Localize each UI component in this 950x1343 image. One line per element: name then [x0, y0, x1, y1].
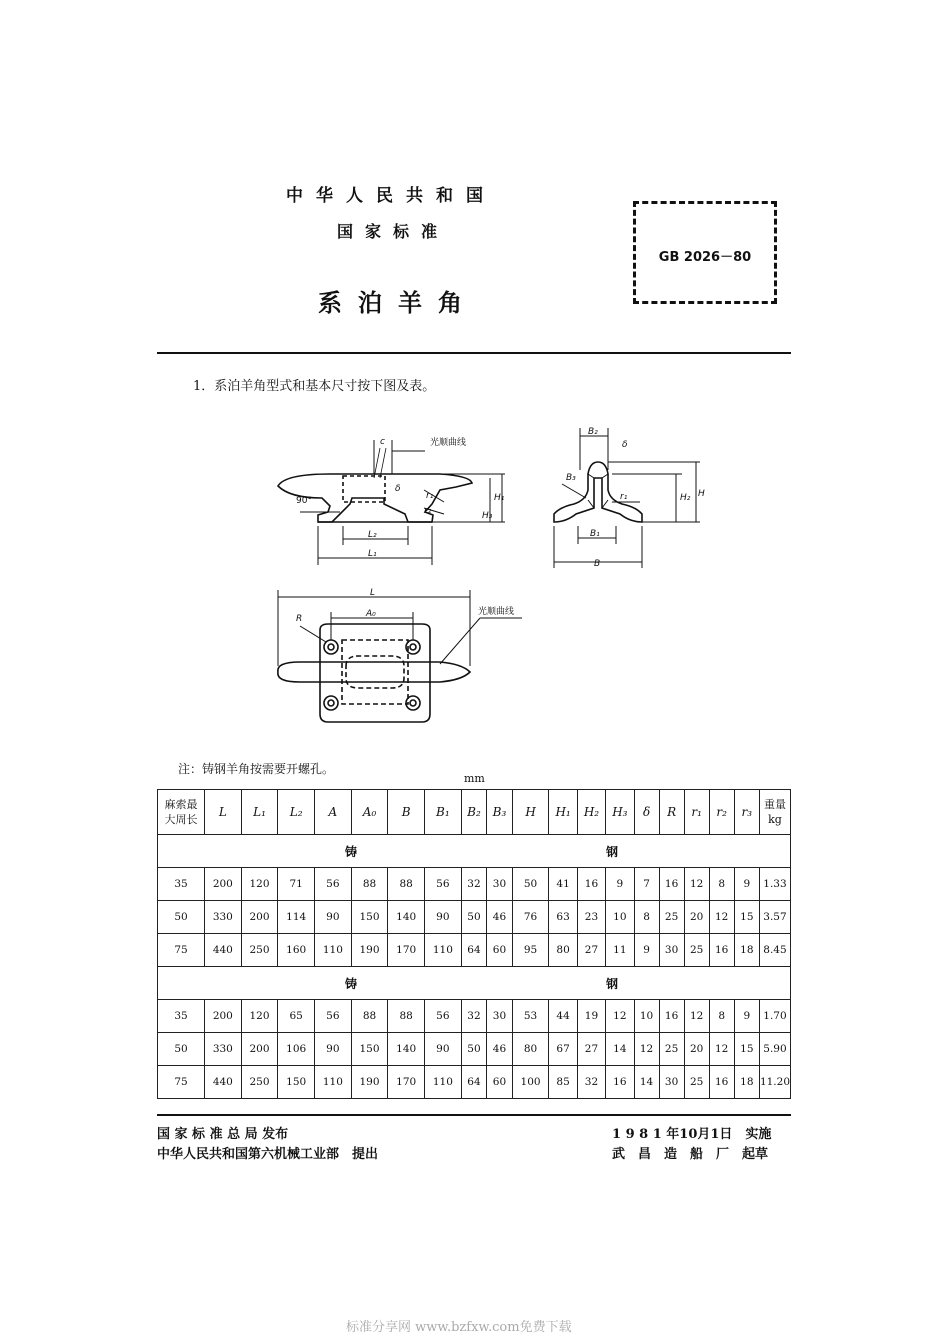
table-cell: 32 [461, 1000, 487, 1033]
material-label-left: 铸 [345, 845, 358, 859]
table-cell: 30 [487, 1000, 513, 1033]
header-col: H₃ [606, 790, 634, 835]
table-body [158, 835, 791, 1099]
table-cell: 9 [634, 934, 659, 967]
header-rope-girth: 麻索最 大周长 [158, 790, 205, 835]
table-row [158, 1033, 791, 1066]
table-cell: 20 [684, 1033, 709, 1066]
table-cell: 150 [278, 1066, 315, 1099]
table-cell: 12 [684, 1000, 709, 1033]
table-cell: 56 [315, 868, 352, 901]
table-cell: 50 [158, 1033, 205, 1066]
table-cell: 140 [388, 1033, 425, 1066]
table-cell: 80 [549, 934, 577, 967]
table-cell: 114 [278, 901, 315, 934]
label-h: H [698, 489, 705, 499]
figure-labels [296, 427, 705, 624]
table-cell: 85 [549, 1066, 577, 1099]
table-cell: 65 [278, 1000, 315, 1033]
header-col: B [388, 790, 425, 835]
table-cell: 16 [659, 1000, 684, 1033]
table-cell: 110 [315, 934, 352, 967]
label-b3: B₃ [566, 473, 576, 483]
table-cell: 71 [278, 868, 315, 901]
table-cell: 10 [634, 1000, 659, 1033]
table-cell: 8 [709, 1000, 734, 1033]
label-r1-section: r₁ [620, 492, 628, 502]
table-cell: 16 [709, 934, 734, 967]
table-cell: 32 [577, 1066, 605, 1099]
table-cell: 12 [606, 1000, 634, 1033]
table-cell: 76 [512, 901, 549, 934]
table-cell: 150 [351, 901, 388, 934]
table-cell: 440 [205, 934, 242, 967]
header-col: A [315, 790, 352, 835]
table-cell: 200 [241, 1033, 278, 1066]
table-cell: 160 [278, 934, 315, 967]
header-col: R [659, 790, 684, 835]
table-cell: 100 [512, 1066, 549, 1099]
table-cell: 35 [158, 1000, 205, 1033]
section-material-label [158, 835, 791, 868]
table-cell: 14 [634, 1066, 659, 1099]
table-row [158, 868, 791, 901]
header-col: A₀ [351, 790, 388, 835]
label-l: L [370, 588, 376, 598]
table-cell: 16 [709, 1066, 734, 1099]
footer-proposer: 中华人民共和国第六机械工业部 提出 [157, 1147, 379, 1162]
table-cell: 67 [549, 1033, 577, 1066]
table-cell: 1.70 [759, 1000, 790, 1033]
table-cell: 106 [278, 1033, 315, 1066]
table-cell: 64 [461, 1066, 487, 1099]
label-l2: L₂ [368, 530, 377, 540]
header-col: L [205, 790, 242, 835]
table-cell: 60 [487, 1066, 513, 1099]
material-label-right: 钢 [606, 977, 619, 991]
watermark: 标准分享网 www.bzfxw.com免费下载 [346, 1320, 572, 1335]
header-col: B₁ [425, 790, 462, 835]
header-weight: 重量 kg [759, 790, 790, 835]
country-heading: 中华人民共和国 [286, 186, 496, 206]
table-cell: 12 [709, 901, 734, 934]
header-col: δ [634, 790, 659, 835]
table-cell: 8 [634, 901, 659, 934]
table-cell: 35 [158, 868, 205, 901]
table-cell: 30 [659, 934, 684, 967]
label-angle: 90° [296, 496, 312, 506]
table-cell: 46 [487, 1033, 513, 1066]
label-h2: H₂ [680, 493, 691, 503]
table-cell: 19 [577, 1000, 605, 1033]
table-cell: 12 [709, 1033, 734, 1066]
side-view [278, 440, 505, 565]
material-label-left: 铸 [345, 977, 358, 991]
header-col: H [512, 790, 549, 835]
table-cell: 3.57 [759, 901, 790, 934]
table-cell: 9 [606, 868, 634, 901]
page-title: 系泊羊角 [318, 289, 478, 317]
table-cell: 5.90 [759, 1033, 790, 1066]
table-cell: 56 [425, 1000, 462, 1033]
table-cell: 88 [388, 1000, 425, 1033]
table-cell: 16 [659, 868, 684, 901]
label-delta: δ [395, 484, 401, 494]
table-cell: 8 [709, 868, 734, 901]
label-b: B [594, 559, 601, 569]
table-cell: 190 [351, 1066, 388, 1099]
table-cell: 90 [425, 1033, 462, 1066]
header-col: L₁ [241, 790, 278, 835]
table-cell: 25 [684, 1066, 709, 1099]
table-cell: 1.33 [759, 868, 790, 901]
table-cell: 330 [205, 901, 242, 934]
label-b1: B₁ [590, 529, 600, 539]
footer-drafter: 武 昌 造 船 厂 起草 [612, 1147, 769, 1162]
label-h1-side: H₁ [494, 493, 505, 503]
table-header-row [158, 790, 791, 835]
table-cell: 75 [158, 934, 205, 967]
header-col: B₂ [461, 790, 487, 835]
header-col: r₁ [684, 790, 709, 835]
table-cell: 140 [388, 901, 425, 934]
label-smooth-curve: 光顺曲线 [430, 438, 467, 448]
dimension-table [157, 789, 791, 1099]
table-row [158, 1066, 791, 1099]
label-a0: A₀ [366, 609, 376, 619]
table-cell: 200 [241, 901, 278, 934]
table-cell: 110 [425, 934, 462, 967]
table-cell: 25 [659, 1033, 684, 1066]
label-l1: L₁ [368, 549, 377, 559]
table-cell: 20 [684, 901, 709, 934]
intro-paragraph: 1．系泊羊角型式和基本尺寸按下图及表。 [193, 379, 436, 394]
material-label-right: 钢 [606, 845, 619, 859]
table-cell: 90 [315, 1033, 352, 1066]
table-cell: 95 [512, 934, 549, 967]
table-cell: 50 [461, 1033, 487, 1066]
table-cell: 88 [351, 1000, 388, 1033]
table-cell: 10 [606, 901, 634, 934]
table-cell: 16 [577, 868, 605, 901]
footer-divider [157, 1114, 791, 1116]
table-row [158, 1000, 791, 1033]
section-header-row [158, 835, 791, 868]
table-cell: 88 [351, 868, 388, 901]
table-cell: 14 [606, 1033, 634, 1066]
label-r2: r₂ [424, 506, 432, 516]
category-heading: 国家标准 [337, 222, 450, 241]
table-cell: 23 [577, 901, 605, 934]
table-cell: 250 [241, 1066, 278, 1099]
table-cell: 16 [606, 1066, 634, 1099]
table-cell: 27 [577, 934, 605, 967]
table-cell: 15 [734, 1033, 759, 1066]
table-cell: 120 [241, 868, 278, 901]
table-cell: 200 [205, 1000, 242, 1033]
table-row [158, 901, 791, 934]
table-cell: 90 [425, 901, 462, 934]
table-cell: 110 [315, 1066, 352, 1099]
table-cell: 75 [158, 1066, 205, 1099]
table-cell: 440 [205, 1066, 242, 1099]
table-cell: 56 [315, 1000, 352, 1033]
table-cell: 9 [734, 1000, 759, 1033]
table-cell: 53 [512, 1000, 549, 1033]
footer-effective-date: 1 9 8 1 年10月1日 实施 [612, 1127, 772, 1142]
section-header-row [158, 967, 791, 1000]
table-cell: 9 [734, 868, 759, 901]
table-cell: 27 [577, 1033, 605, 1066]
table-cell: 25 [659, 901, 684, 934]
header-col: r₃ [734, 790, 759, 835]
table-cell: 50 [461, 901, 487, 934]
table-cell: 25 [684, 934, 709, 967]
label-c: c [380, 437, 385, 447]
table-cell: 8.45 [759, 934, 790, 967]
table-cell: 18 [734, 934, 759, 967]
table-cell: 18 [734, 1066, 759, 1099]
table-cell: 200 [205, 868, 242, 901]
table-cell: 12 [684, 868, 709, 901]
header-col: H₁ [549, 790, 577, 835]
label-delta-section: δ [622, 440, 628, 450]
footer-issuer: 国 家 标 准 总 局 发布 [157, 1127, 289, 1142]
table-cell: 56 [425, 868, 462, 901]
table-cell: 150 [351, 1033, 388, 1066]
table-cell: 11.20 [759, 1066, 790, 1099]
label-h3-side: H₃ [482, 511, 493, 521]
label-r: R [296, 614, 303, 624]
table-cell: 88 [388, 868, 425, 901]
table-cell: 170 [388, 1066, 425, 1099]
label-smooth-curve-2: 光顺曲线 [478, 607, 515, 617]
header-col: r₂ [709, 790, 734, 835]
table-cell: 330 [205, 1033, 242, 1066]
table-cell: 41 [549, 868, 577, 901]
table-cell: 15 [734, 901, 759, 934]
table-cell: 80 [512, 1033, 549, 1066]
table-cell: 190 [351, 934, 388, 967]
header-col: B₃ [487, 790, 513, 835]
note: 注：铸钢羊角按需要开螺孔。 [178, 762, 335, 776]
table-cell: 12 [634, 1033, 659, 1066]
table-cell: 170 [388, 934, 425, 967]
section-material-label [158, 967, 791, 1000]
table-cell: 64 [461, 934, 487, 967]
unit-label: mm [464, 772, 485, 785]
table-cell: 30 [487, 868, 513, 901]
table-cell: 90 [315, 901, 352, 934]
header-col: L₂ [278, 790, 315, 835]
table-cell: 50 [158, 901, 205, 934]
table-row [158, 934, 791, 967]
header-col: H₂ [577, 790, 605, 835]
table-cell: 11 [606, 934, 634, 967]
standard-number: GB 2026－80 [658, 250, 752, 265]
table-cell: 7 [634, 868, 659, 901]
table-cell: 50 [512, 868, 549, 901]
table-cell: 120 [241, 1000, 278, 1033]
table-cell: 46 [487, 901, 513, 934]
table-cell: 63 [549, 901, 577, 934]
table-cell: 32 [461, 868, 487, 901]
table-cell: 110 [425, 1066, 462, 1099]
table-cell: 30 [659, 1066, 684, 1099]
table-cell: 44 [549, 1000, 577, 1033]
table-cell: 60 [487, 934, 513, 967]
label-r1: r₁ [426, 491, 434, 501]
label-b2: B₂ [588, 427, 598, 437]
table-cell: 250 [241, 934, 278, 967]
